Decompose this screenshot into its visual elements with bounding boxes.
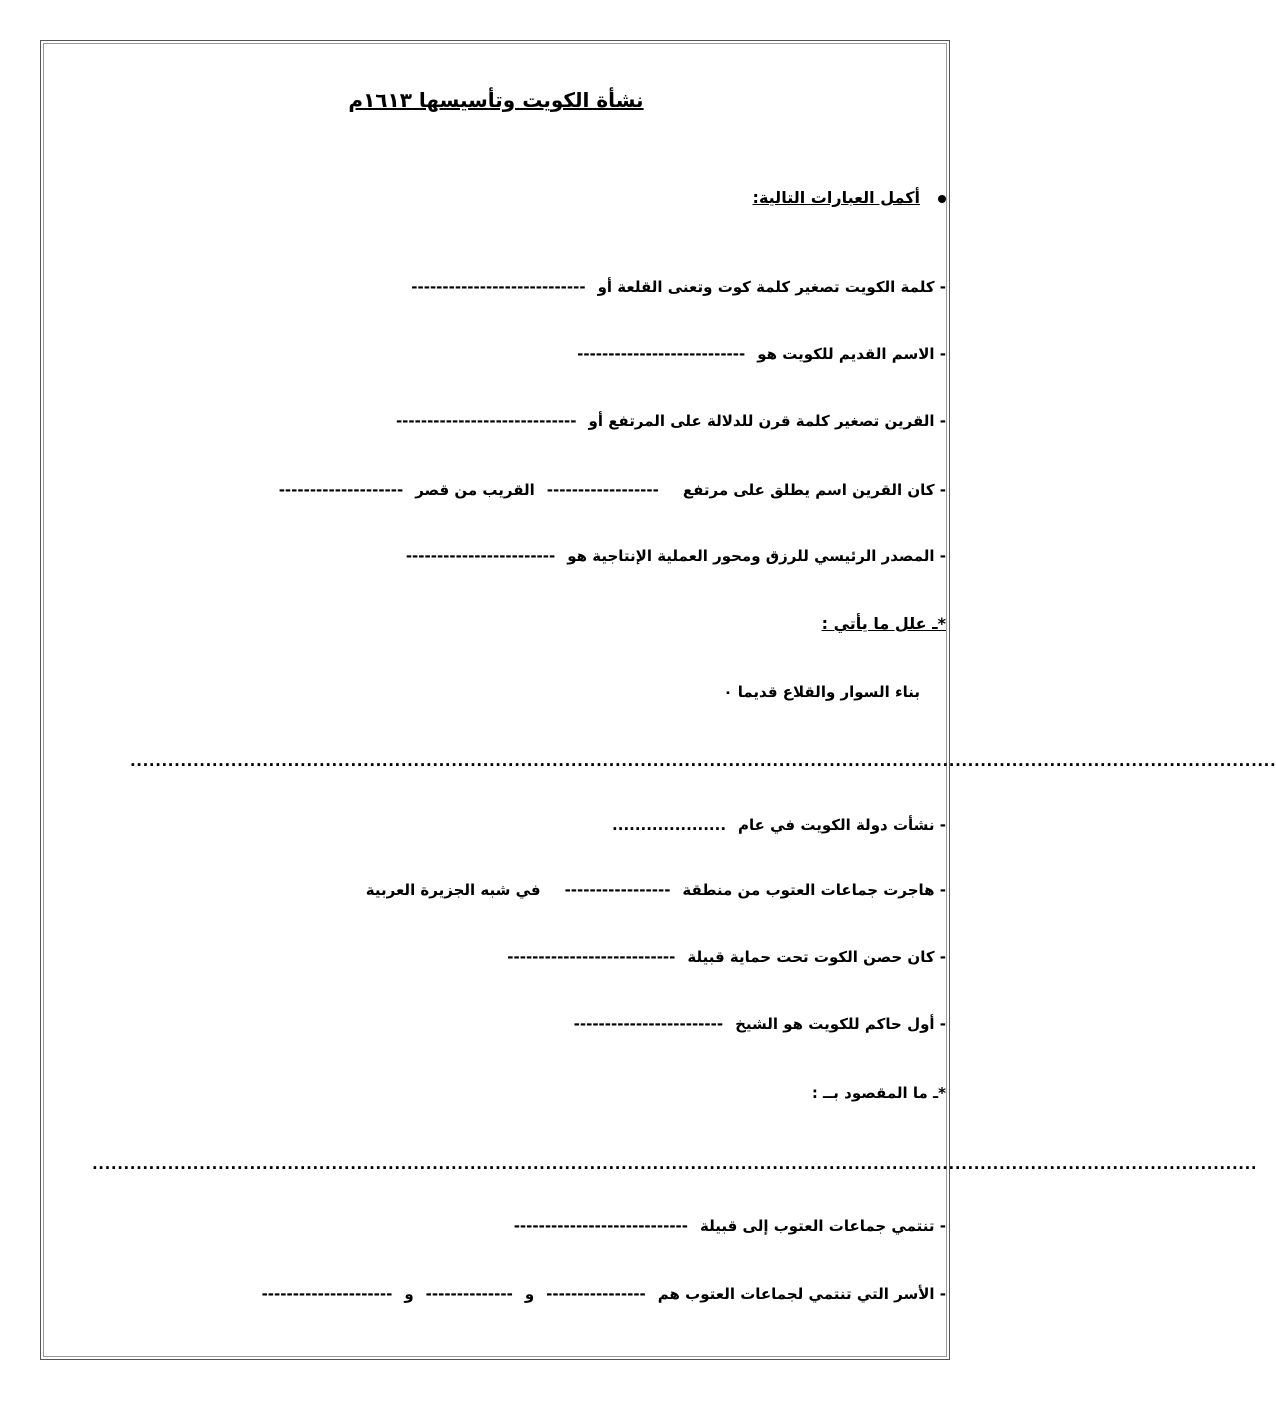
section-complete-heading: أكمل العبارات التالية: xyxy=(752,188,920,207)
section-meaning-heading: *ـ ما المقصود بــ : xyxy=(811,1084,946,1102)
blank-field[interactable]: ---------------------------- xyxy=(411,278,586,296)
blank-field[interactable]: --------------------- xyxy=(261,1285,393,1303)
blank-field[interactable]: ---------------------------- xyxy=(513,1217,689,1235)
fill-item-8: - كان حصن الكوت تحت حماية قبيلة--------------------------- xyxy=(507,948,946,966)
blank-field[interactable]: ----------------------------- xyxy=(395,412,577,430)
fill-item-9: - أول حاكم للكويت هو الشيخ------------------------ xyxy=(573,1015,946,1033)
fill-item-3: - القرين تصغير كلمة قرن للدلالة على المرتفع أو----------------------------- xyxy=(395,412,946,430)
answer-line[interactable]: ......................................................................................................................................................................................... xyxy=(92,1155,1258,1173)
fill-item-4: - كان القرين اسم يطلق على مرتفع------------------القريب من قصر-------------------- xyxy=(278,481,946,499)
blank-field[interactable]: .................... xyxy=(612,816,727,834)
bullet-icon xyxy=(938,195,946,203)
section-meaning-heading-row xyxy=(812,1083,946,1103)
blank-field[interactable]: --------------------------- xyxy=(507,948,676,966)
fill-item-11: - الأسر التي تنتمي لجماعات العتوب هم----------------و--------------و--------------------- xyxy=(261,1285,946,1303)
answer-line[interactable]: ...................................................................................................................................................................................... xyxy=(130,752,1276,770)
blank-field[interactable]: -------------------- xyxy=(278,481,404,499)
blank-field[interactable]: ------------------ xyxy=(546,481,659,499)
blank-field[interactable]: ---------------- xyxy=(546,1285,646,1303)
section-explain-heading: *ـ علل ما يأتي : xyxy=(821,614,946,633)
blank-field[interactable]: ------------------------ xyxy=(405,547,556,565)
blank-field[interactable]: ----------------- xyxy=(564,881,671,899)
blank-field[interactable]: --------------------------- xyxy=(577,345,746,363)
fill-item-6: - نشأت دولة الكويت في عام.................... xyxy=(612,816,946,834)
fill-item-2: - الاسم القديم للكويت هو--------------------------- xyxy=(577,345,946,363)
page-title: نشأة الكويت وتأسيسها ١٦١٣م xyxy=(348,88,644,112)
fill-item-5: - المصدر الرئيسي للرزق ومحور العملية الإنتاجية هو------------------------ xyxy=(405,547,946,565)
blank-field[interactable]: ------------------------ xyxy=(573,1015,724,1033)
section-complete-heading-row xyxy=(753,188,946,208)
section-explain-heading-row xyxy=(822,614,946,634)
blank-field[interactable]: -------------- xyxy=(425,1285,513,1303)
explain-item: بناء السوار والقلاع قديما ٠ xyxy=(723,683,920,701)
fill-item-1: - كلمة الكويت تصغير كلمة كوت وتعنى القلعة أو---------------------------- xyxy=(411,278,946,296)
fill-item-10: - تنتمي جماعات العتوب إلى قبيلة---------------------------- xyxy=(513,1217,946,1235)
fill-item-7: - هاجرت جماعات العتوب من منطقة-----------------في شبه الجزيرة العربية xyxy=(365,881,946,899)
